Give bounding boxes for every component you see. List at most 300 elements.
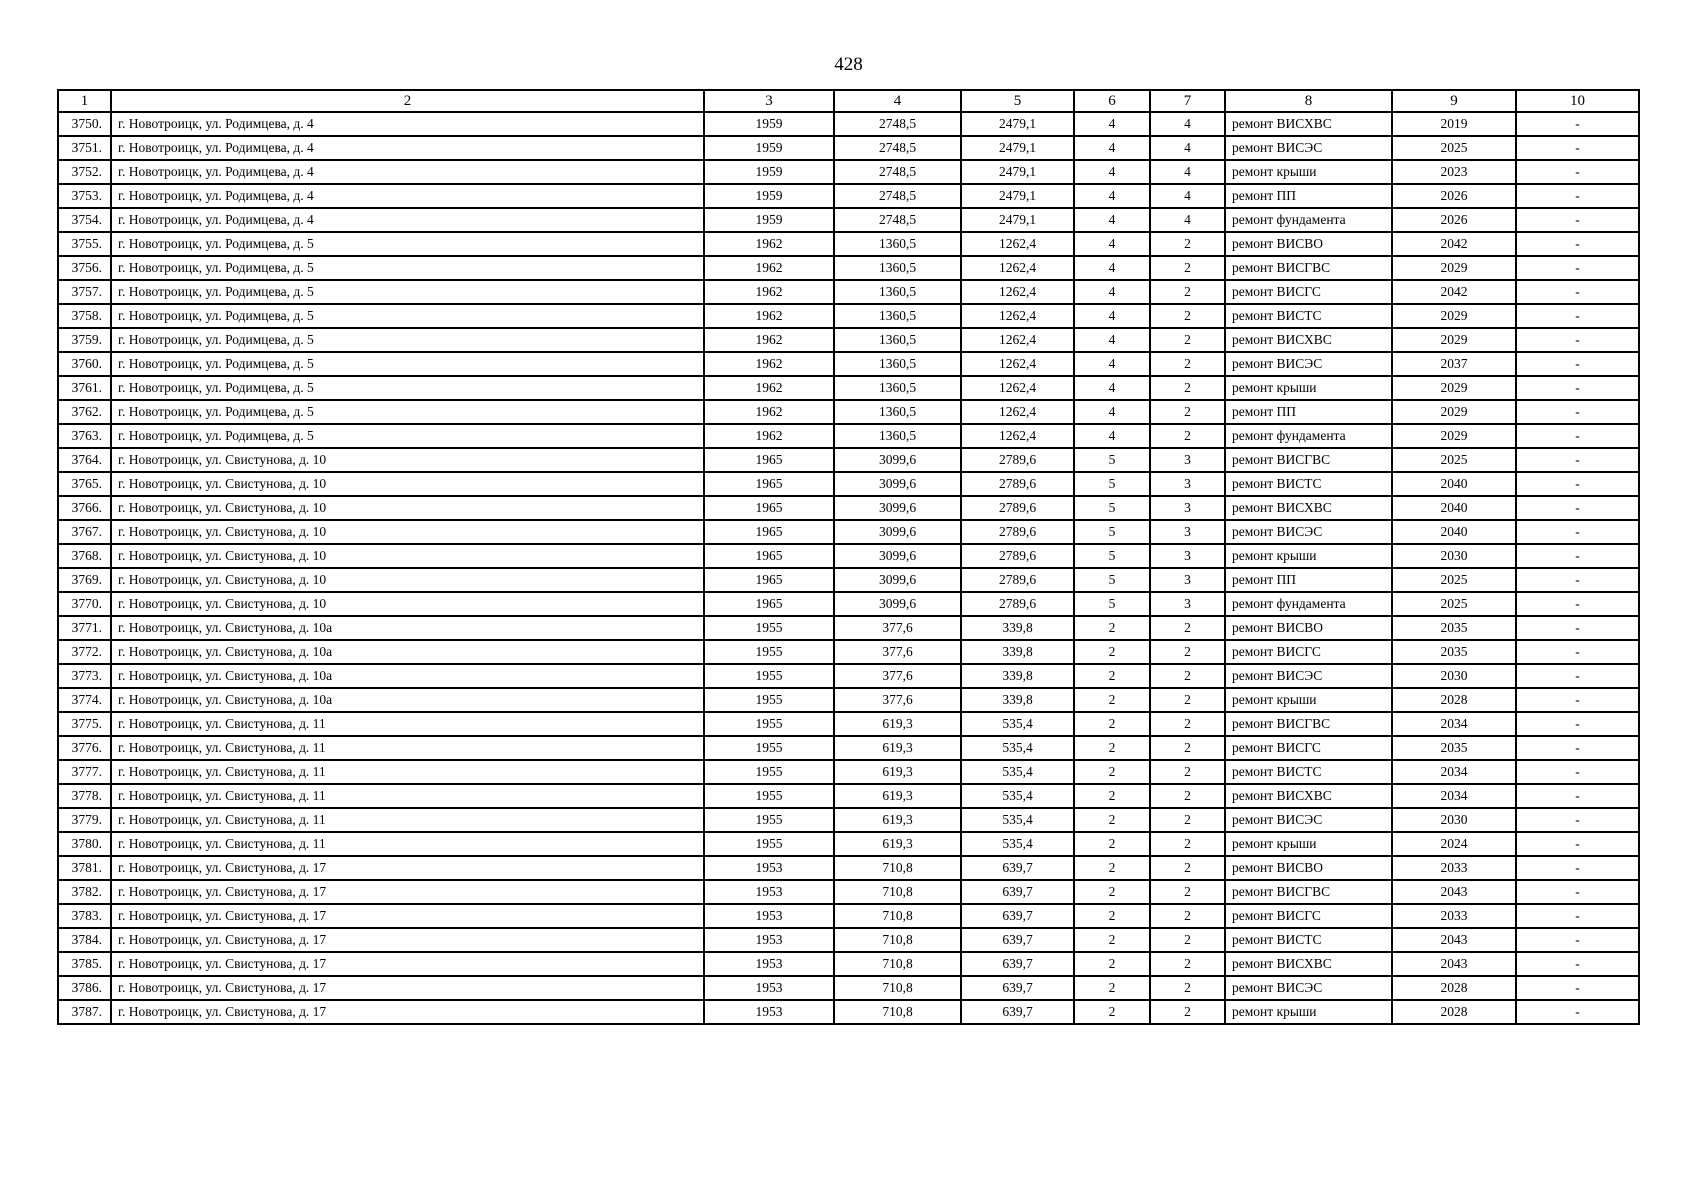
row-number: 3750. [58,112,111,136]
year-cell: 1959 [704,208,834,232]
entrances-cell: 3 [1150,472,1225,496]
note-cell: - [1516,736,1639,760]
floors-cell: 4 [1074,400,1150,424]
entrances-cell: 4 [1150,160,1225,184]
work-type-cell: ремонт ВИСЭС [1225,352,1392,376]
living-area-cell: 639,7 [961,928,1074,952]
note-cell: - [1516,688,1639,712]
row-number: 3784. [58,928,111,952]
work-type-cell: ремонт ВИСГС [1225,736,1392,760]
living-area-cell: 1262,4 [961,376,1074,400]
plan-year-cell: 2034 [1392,784,1516,808]
address-cell: г. Новотроицк, ул. Свистунова, д. 10 [111,544,704,568]
work-type-cell: ремонт ВИСХВС [1225,784,1392,808]
address-cell: г. Новотроицк, ул. Свистунова, д. 17 [111,880,704,904]
year-cell: 1955 [704,808,834,832]
total-area-cell: 1360,5 [834,400,961,424]
plan-year-cell: 2019 [1392,112,1516,136]
total-area-cell: 1360,5 [834,280,961,304]
year-cell: 1953 [704,880,834,904]
year-cell: 1955 [704,832,834,856]
table-row [58,616,1639,640]
work-type-cell: ремонт ВИСЭС [1225,136,1392,160]
floors-cell: 5 [1074,592,1150,616]
floors-cell: 2 [1074,664,1150,688]
table-row [58,280,1639,304]
total-area-cell: 619,3 [834,832,961,856]
column-header-2: 2 [111,90,704,112]
note-cell: - [1516,256,1639,280]
entrances-cell: 2 [1150,952,1225,976]
table-row [58,832,1639,856]
table-row [58,136,1639,160]
address-cell: г. Новотроицк, ул. Свистунова, д. 10 [111,496,704,520]
column-header-1: 1 [58,90,111,112]
entrances-cell: 2 [1150,256,1225,280]
total-area-cell: 2748,5 [834,208,961,232]
living-area-cell: 2789,6 [961,448,1074,472]
row-number: 3779. [58,808,111,832]
year-cell: 1959 [704,136,834,160]
column-header-8: 8 [1225,90,1392,112]
floors-cell: 4 [1074,256,1150,280]
floors-cell: 5 [1074,568,1150,592]
plan-year-cell: 2029 [1392,424,1516,448]
total-area-cell: 3099,6 [834,544,961,568]
living-area-cell: 535,4 [961,832,1074,856]
year-cell: 1955 [704,760,834,784]
note-cell: - [1516,664,1639,688]
table-row [58,232,1639,256]
work-type-cell: ремонт фундамента [1225,208,1392,232]
floors-cell: 2 [1074,976,1150,1000]
address-cell: г. Новотроицк, ул. Свистунова, д. 10а [111,616,704,640]
work-type-cell: ремонт ВИСВО [1225,232,1392,256]
work-type-cell: ремонт ПП [1225,400,1392,424]
note-cell: - [1516,352,1639,376]
work-type-cell: ремонт крыши [1225,160,1392,184]
total-area-cell: 1360,5 [834,352,961,376]
year-cell: 1962 [704,424,834,448]
address-cell: г. Новотроицк, ул. Свистунова, д. 17 [111,1000,704,1024]
row-number: 3778. [58,784,111,808]
living-area-cell: 2789,6 [961,496,1074,520]
total-area-cell: 619,3 [834,808,961,832]
entrances-cell: 2 [1150,760,1225,784]
table-row [58,880,1639,904]
total-area-cell: 3099,6 [834,520,961,544]
note-cell: - [1516,184,1639,208]
table-row [58,256,1639,280]
plan-year-cell: 2040 [1392,472,1516,496]
total-area-cell: 710,8 [834,880,961,904]
year-cell: 1959 [704,184,834,208]
year-cell: 1962 [704,376,834,400]
year-cell: 1965 [704,592,834,616]
row-number: 3766. [58,496,111,520]
row-number: 3763. [58,424,111,448]
table-row [58,520,1639,544]
note-cell: - [1516,544,1639,568]
note-cell: - [1516,112,1639,136]
row-number: 3771. [58,616,111,640]
address-cell: г. Новотроицк, ул. Родимцева, д. 4 [111,136,704,160]
table-row [58,904,1639,928]
entrances-cell: 2 [1150,880,1225,904]
plan-year-cell: 2042 [1392,232,1516,256]
table-row [58,976,1639,1000]
row-number: 3767. [58,520,111,544]
table-row [58,856,1639,880]
entrances-cell: 2 [1150,640,1225,664]
row-number: 3758. [58,304,111,328]
column-header-7: 7 [1150,90,1225,112]
table-row [58,496,1639,520]
living-area-cell: 639,7 [961,976,1074,1000]
plan-year-cell: 2029 [1392,376,1516,400]
column-header-4: 4 [834,90,961,112]
entrances-cell: 3 [1150,496,1225,520]
address-cell: г. Новотроицк, ул. Свистунова, д. 10 [111,448,704,472]
work-type-cell: ремонт ВИСГВС [1225,880,1392,904]
living-area-cell: 339,8 [961,640,1074,664]
note-cell: - [1516,496,1639,520]
year-cell: 1953 [704,904,834,928]
address-cell: г. Новотроицк, ул. Свистунова, д. 17 [111,904,704,928]
address-cell: г. Новотроицк, ул. Родимцева, д. 5 [111,424,704,448]
note-cell: - [1516,640,1639,664]
living-area-cell: 1262,4 [961,328,1074,352]
work-type-cell: ремонт ВИСЭС [1225,664,1392,688]
total-area-cell: 1360,5 [834,304,961,328]
total-area-cell: 1360,5 [834,376,961,400]
column-header-10: 10 [1516,90,1639,112]
total-area-cell: 2748,5 [834,136,961,160]
living-area-cell: 1262,4 [961,304,1074,328]
living-area-cell: 2479,1 [961,160,1074,184]
note-cell: - [1516,1000,1639,1024]
living-area-cell: 639,7 [961,904,1074,928]
work-type-cell: ремонт крыши [1225,376,1392,400]
table-row [58,928,1639,952]
note-cell: - [1516,928,1639,952]
work-type-cell: ремонт ВИСГВС [1225,448,1392,472]
plan-year-cell: 2025 [1392,592,1516,616]
plan-year-cell: 2029 [1392,400,1516,424]
living-area-cell: 535,4 [961,736,1074,760]
plan-year-cell: 2043 [1392,952,1516,976]
note-cell: - [1516,784,1639,808]
plan-year-cell: 2035 [1392,616,1516,640]
column-header-6: 6 [1074,90,1150,112]
entrances-cell: 2 [1150,688,1225,712]
address-cell: г. Новотроицк, ул. Свистунова, д. 11 [111,808,704,832]
work-type-cell: ремонт ВИСВО [1225,616,1392,640]
plan-year-cell: 2028 [1392,1000,1516,1024]
floors-cell: 2 [1074,736,1150,760]
entrances-cell: 2 [1150,664,1225,688]
table-row [58,1000,1639,1024]
year-cell: 1959 [704,112,834,136]
address-cell: г. Новотроицк, ул. Свистунова, д. 17 [111,976,704,1000]
floors-cell: 5 [1074,544,1150,568]
living-area-cell: 1262,4 [961,232,1074,256]
entrances-cell: 2 [1150,424,1225,448]
table-row [58,544,1639,568]
living-area-cell: 339,8 [961,688,1074,712]
entrances-cell: 3 [1150,448,1225,472]
work-type-cell: ремонт ВИСГВС [1225,712,1392,736]
year-cell: 1953 [704,976,834,1000]
table-row [58,352,1639,376]
entrances-cell: 3 [1150,568,1225,592]
floors-cell: 2 [1074,928,1150,952]
row-number: 3780. [58,832,111,856]
living-area-cell: 1262,4 [961,352,1074,376]
floors-cell: 4 [1074,208,1150,232]
note-cell: - [1516,424,1639,448]
row-number: 3757. [58,280,111,304]
table-row [58,808,1639,832]
year-cell: 1955 [704,712,834,736]
row-number: 3776. [58,736,111,760]
year-cell: 1953 [704,952,834,976]
floors-cell: 5 [1074,496,1150,520]
row-number: 3752. [58,160,111,184]
note-cell: - [1516,880,1639,904]
address-cell: г. Новотроицк, ул. Родимцева, д. 4 [111,184,704,208]
entrances-cell: 2 [1150,736,1225,760]
table-row [58,376,1639,400]
entrances-cell: 2 [1150,304,1225,328]
row-number: 3774. [58,688,111,712]
total-area-cell: 710,8 [834,952,961,976]
living-area-cell: 2789,6 [961,592,1074,616]
floors-cell: 2 [1074,760,1150,784]
floors-cell: 2 [1074,640,1150,664]
year-cell: 1965 [704,568,834,592]
work-type-cell: ремонт ВИСЭС [1225,808,1392,832]
total-area-cell: 1360,5 [834,424,961,448]
plan-year-cell: 2028 [1392,976,1516,1000]
floors-cell: 2 [1074,808,1150,832]
entrances-cell: 2 [1150,328,1225,352]
living-area-cell: 535,4 [961,712,1074,736]
plan-year-cell: 2029 [1392,304,1516,328]
plan-year-cell: 2037 [1392,352,1516,376]
total-area-cell: 377,6 [834,616,961,640]
table-row [58,448,1639,472]
column-header-9: 9 [1392,90,1516,112]
note-cell: - [1516,952,1639,976]
address-cell: г. Новотроицк, ул. Родимцева, д. 5 [111,304,704,328]
address-cell: г. Новотроицк, ул. Свистунова, д. 10а [111,688,704,712]
work-type-cell: ремонт ВИСТС [1225,304,1392,328]
row-number: 3754. [58,208,111,232]
entrances-cell: 3 [1150,592,1225,616]
total-area-cell: 710,8 [834,1000,961,1024]
total-area-cell: 377,6 [834,688,961,712]
row-number: 3756. [58,256,111,280]
address-cell: г. Новотроицк, ул. Родимцева, д. 5 [111,256,704,280]
row-number: 3786. [58,976,111,1000]
note-cell: - [1516,520,1639,544]
year-cell: 1953 [704,856,834,880]
floors-cell: 2 [1074,880,1150,904]
address-cell: г. Новотроицк, ул. Родимцева, д. 5 [111,352,704,376]
table-row [58,952,1639,976]
floors-cell: 2 [1074,1000,1150,1024]
floors-cell: 2 [1074,904,1150,928]
work-type-cell: ремонт ВИСТС [1225,760,1392,784]
living-area-cell: 2479,1 [961,208,1074,232]
entrances-cell: 2 [1150,400,1225,424]
address-cell: г. Новотроицк, ул. Свистунова, д. 11 [111,736,704,760]
plan-year-cell: 2025 [1392,568,1516,592]
address-cell: г. Новотроицк, ул. Свистунова, д. 10 [111,592,704,616]
entrances-cell: 2 [1150,376,1225,400]
note-cell: - [1516,592,1639,616]
row-number: 3755. [58,232,111,256]
living-area-cell: 535,4 [961,808,1074,832]
plan-year-cell: 2043 [1392,928,1516,952]
row-number: 3777. [58,760,111,784]
total-area-cell: 710,8 [834,856,961,880]
year-cell: 1962 [704,256,834,280]
living-area-cell: 2479,1 [961,184,1074,208]
plan-year-cell: 2026 [1392,208,1516,232]
living-area-cell: 339,8 [961,664,1074,688]
year-cell: 1965 [704,520,834,544]
work-type-cell: ремонт ВИСГС [1225,280,1392,304]
address-cell: г. Новотроицк, ул. Свистунова, д. 17 [111,928,704,952]
plan-year-cell: 2033 [1392,856,1516,880]
row-number: 3761. [58,376,111,400]
address-cell: г. Новотроицк, ул. Свистунова, д. 10а [111,640,704,664]
year-cell: 1962 [704,304,834,328]
address-cell: г. Новотроицк, ул. Родимцева, д. 5 [111,328,704,352]
table-header-row [58,90,1639,112]
note-cell: - [1516,280,1639,304]
table-row [58,304,1639,328]
entrances-cell: 4 [1150,184,1225,208]
floors-cell: 4 [1074,352,1150,376]
entrances-cell: 4 [1150,136,1225,160]
living-area-cell: 535,4 [961,784,1074,808]
row-number: 3759. [58,328,111,352]
entrances-cell: 2 [1150,832,1225,856]
floors-cell: 4 [1074,160,1150,184]
plan-year-cell: 2026 [1392,184,1516,208]
total-area-cell: 3099,6 [834,472,961,496]
address-cell: г. Новотроицк, ул. Родимцева, д. 5 [111,400,704,424]
living-area-cell: 1262,4 [961,280,1074,304]
column-header-5: 5 [961,90,1074,112]
plan-year-cell: 2034 [1392,760,1516,784]
living-area-cell: 639,7 [961,952,1074,976]
table-row [58,640,1639,664]
plan-year-cell: 2042 [1392,280,1516,304]
floors-cell: 2 [1074,616,1150,640]
total-area-cell: 3099,6 [834,592,961,616]
table-row [58,472,1639,496]
plan-year-cell: 2034 [1392,712,1516,736]
table-row [58,400,1639,424]
note-cell: - [1516,712,1639,736]
living-area-cell: 2479,1 [961,112,1074,136]
entrances-cell: 2 [1150,712,1225,736]
entrances-cell: 2 [1150,232,1225,256]
plan-year-cell: 2023 [1392,160,1516,184]
note-cell: - [1516,832,1639,856]
entrances-cell: 4 [1150,208,1225,232]
page-number: 428 [834,54,863,75]
living-area-cell: 639,7 [961,856,1074,880]
plan-year-cell: 2030 [1392,808,1516,832]
note-cell: - [1516,160,1639,184]
note-cell: - [1516,904,1639,928]
entrances-cell: 2 [1150,352,1225,376]
floors-cell: 4 [1074,424,1150,448]
living-area-cell: 1262,4 [961,256,1074,280]
entrances-cell: 3 [1150,544,1225,568]
address-cell: г. Новотроицк, ул. Родимцева, д. 5 [111,232,704,256]
address-cell: г. Новотроицк, ул. Свистунова, д. 17 [111,952,704,976]
repair-schedule-table [57,89,1640,1025]
total-area-cell: 619,3 [834,736,961,760]
row-number: 3751. [58,136,111,160]
total-area-cell: 1360,5 [834,328,961,352]
table-row [58,184,1639,208]
work-type-cell: ремонт ПП [1225,184,1392,208]
floors-cell: 4 [1074,136,1150,160]
work-type-cell: ремонт фундамента [1225,592,1392,616]
total-area-cell: 1360,5 [834,256,961,280]
plan-year-cell: 2028 [1392,688,1516,712]
work-type-cell: ремонт ВИСВО [1225,856,1392,880]
floors-cell: 4 [1074,328,1150,352]
table-row [58,784,1639,808]
floors-cell: 4 [1074,280,1150,304]
total-area-cell: 710,8 [834,928,961,952]
year-cell: 1959 [704,160,834,184]
note-cell: - [1516,568,1639,592]
floors-cell: 2 [1074,832,1150,856]
work-type-cell: ремонт ВИСГВС [1225,256,1392,280]
row-number: 3773. [58,664,111,688]
living-area-cell: 2789,6 [961,520,1074,544]
plan-year-cell: 2043 [1392,880,1516,904]
plan-year-cell: 2040 [1392,520,1516,544]
living-area-cell: 2789,6 [961,472,1074,496]
address-cell: г. Новотроицк, ул. Свистунова, д. 10 [111,568,704,592]
plan-year-cell: 2030 [1392,544,1516,568]
entrances-cell: 2 [1150,1000,1225,1024]
work-type-cell: ремонт крыши [1225,544,1392,568]
plan-year-cell: 2030 [1392,664,1516,688]
table-row [58,424,1639,448]
work-type-cell: ремонт ПП [1225,568,1392,592]
living-area-cell: 1262,4 [961,424,1074,448]
table-row [58,160,1639,184]
address-cell: г. Новотроицк, ул. Свистунова, д. 11 [111,712,704,736]
column-header-3: 3 [704,90,834,112]
row-number: 3760. [58,352,111,376]
note-cell: - [1516,448,1639,472]
total-area-cell: 619,3 [834,784,961,808]
floors-cell: 5 [1074,472,1150,496]
floors-cell: 4 [1074,376,1150,400]
